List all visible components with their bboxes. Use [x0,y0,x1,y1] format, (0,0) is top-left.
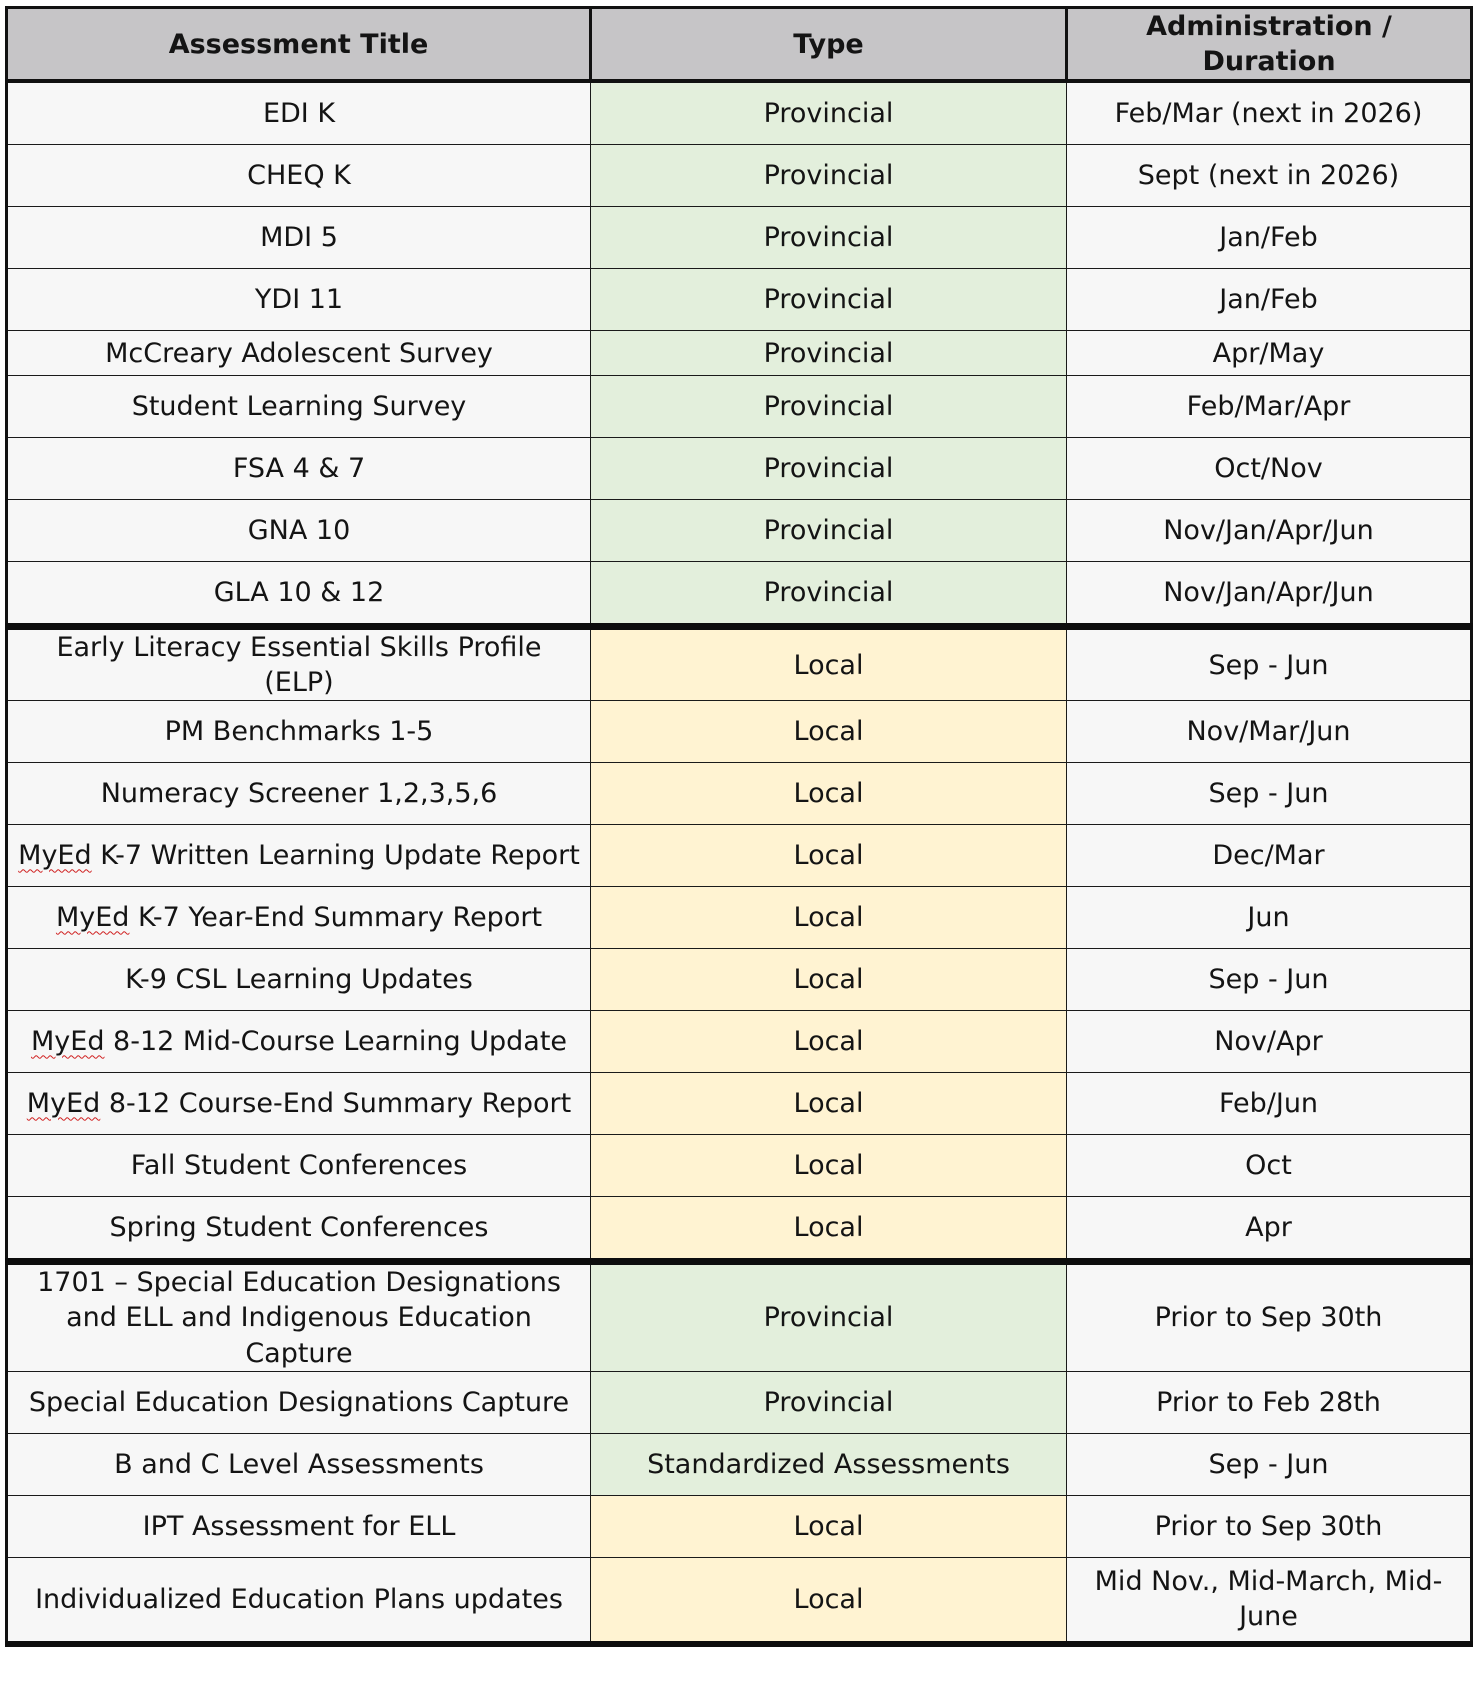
cell-type: Local [591,887,1067,949]
cell-assessment-title [7,145,591,207]
cell-type: Local [591,1135,1067,1197]
table-row [7,949,1472,1011]
assessment-title-text: Numeracy Screener 1,2,3,5,6 [100,778,498,810]
assessment-title-text: Special Education Designations Capture [28,1386,570,1418]
table-row [7,145,1472,207]
table-row [7,1197,1472,1262]
cell-assessment-title [7,331,591,376]
cell-type: Provincial [591,1262,1067,1371]
cell-assessment-title [7,500,591,562]
table-row [7,763,1472,825]
cell-administration-duration: Feb/Mar/Apr [1067,376,1472,438]
table-row [7,376,1472,438]
cell-assessment-title [7,1262,591,1371]
cell-type: Provincial [591,562,1067,627]
spellcheck-word: MyEd [55,902,130,934]
cell-assessment-title [7,825,591,887]
table-row [7,81,1472,145]
cell-assessment-title [7,81,591,145]
cell-type: Local [591,1495,1067,1557]
assessment-title-text: GNA 10 [247,515,351,547]
assessment-title-text: GLA 10 & 12 [213,577,385,609]
cell-assessment-title [7,562,591,627]
cell-administration-duration: Apr [1067,1197,1472,1262]
cell-administration-duration: Mid Nov., Mid-March, Mid-June [1067,1557,1472,1644]
assessment-title-text: MDI 5 [260,222,338,254]
cell-type: Local [591,1557,1067,1644]
cell-assessment-title [7,269,591,331]
cell-assessment-title [7,1073,591,1135]
cell-administration-duration: Oct/Nov [1067,438,1472,500]
cell-assessment-title [7,1495,591,1557]
assessment-title-text: K-7 Written Learning Update Report [91,840,580,872]
table-row [7,1557,1472,1644]
cell-assessment-title [7,207,591,269]
cell-administration-duration: Nov/Apr [1067,1011,1472,1073]
assessment-title-text: Fall Student Conferences [130,1150,468,1182]
cell-assessment-title [7,627,591,701]
table-row [7,1135,1472,1197]
cell-type: Local [591,1073,1067,1135]
cell-type: Provincial [591,1371,1067,1433]
header-type: Type [591,8,1067,82]
spellcheck-word: MyEd [30,1026,105,1058]
cell-type: Local [591,627,1067,701]
cell-type: Provincial [591,81,1067,145]
cell-administration-duration: Jan/Feb [1067,269,1472,331]
assessment-title-text: K-9 CSL Learning Updates [125,964,473,996]
cell-administration-duration: Sept (next in 2026) [1067,145,1472,207]
table-row [7,887,1472,949]
cell-assessment-title [7,701,591,763]
assessment-title-text: FSA 4 & 7 [232,453,366,485]
cell-type: Local [591,1197,1067,1262]
table-row [7,1262,1472,1371]
assessment-title-text: B and C Level Assessments [114,1448,484,1480]
cell-type: Provincial [591,376,1067,438]
cell-type: Local [591,763,1067,825]
cell-assessment-title [7,887,591,949]
spellcheck-word: MyEd [26,1088,101,1120]
cell-administration-duration: Jan/Feb [1067,207,1472,269]
cell-type: Local [591,1011,1067,1073]
cell-administration-duration: Nov/Jan/Apr/Jun [1067,500,1472,562]
header-administration-duration: Administration / Duration [1067,8,1472,82]
cell-administration-duration: Sep - Jun [1067,763,1472,825]
cell-administration-duration: Prior to Sep 30th [1067,1495,1472,1557]
cell-assessment-title [7,376,591,438]
cell-administration-duration: Prior to Sep 30th [1067,1262,1472,1371]
assessment-title-text: McCreary Adolescent Survey [105,337,493,369]
cell-type: Local [591,949,1067,1011]
cell-assessment-title [7,763,591,825]
assessment-title-text: Spring Student Conferences [109,1212,489,1244]
cell-administration-duration: Dec/Mar [1067,825,1472,887]
cell-assessment-title [7,1433,591,1495]
cell-assessment-title [7,1135,591,1197]
cell-type: Provincial [591,331,1067,376]
assessment-title-text: 8-12 Course-End Summary Report [100,1088,572,1120]
assessment-title-text: EDI K [262,98,336,130]
table-body [7,81,1472,1643]
assessment-title-text: Early Literacy Essential Skills Profile (ELP) [56,632,551,699]
assessment-title-text: Individualized Education Plans updates [35,1583,563,1615]
table-header-row [7,8,1472,82]
spellcheck-word: MyEd [18,840,92,872]
table-row [7,1011,1472,1073]
table-row [7,825,1472,887]
cell-administration-duration: Nov/Jan/Apr/Jun [1067,562,1472,627]
cell-administration-duration: Feb/Jun [1067,1073,1472,1135]
assessment-title-text: IPT Assessment for ELL [142,1510,456,1542]
cell-administration-duration: Nov/Mar/Jun [1067,701,1472,763]
table-row [7,1433,1472,1495]
cell-assessment-title [7,1557,591,1644]
cell-assessment-title [7,438,591,500]
cell-type: Provincial [591,500,1067,562]
table-row [7,627,1472,701]
table-row [7,1073,1472,1135]
cell-administration-duration: Apr/May [1067,331,1472,376]
cell-type: Provincial [591,438,1067,500]
cell-administration-duration: Sep - Jun [1067,1433,1472,1495]
assessment-title-text: 1701 – Special Education Designations and ELL and Indigenous Education Capture [37,1267,570,1369]
cell-type: Provincial [591,145,1067,207]
table-row [7,438,1472,500]
assessment-title-text: K-7 Year-End Summary Report [129,902,543,934]
cell-type: Standardized Assessments [591,1433,1067,1495]
assessment-title-text: Student Learning Survey [131,391,467,423]
table-row [7,269,1472,331]
assessment-title-text: CHEQ K [247,160,351,192]
assessment-title-text: 8-12 Mid-Course Learning Update [104,1026,568,1058]
assessment-table [5,6,1473,1647]
cell-type: Local [591,701,1067,763]
table-row [7,562,1472,627]
cell-administration-duration: Prior to Feb 28th [1067,1371,1472,1433]
cell-administration-duration: Sep - Jun [1067,949,1472,1011]
assessment-title-text: YDI 11 [254,284,344,316]
cell-assessment-title [7,949,591,1011]
header-assessment-title: Assessment Title [7,8,591,82]
cell-assessment-title [7,1011,591,1073]
cell-administration-duration: Jun [1067,887,1472,949]
table-row [7,500,1472,562]
table-row [7,331,1472,376]
cell-type: Provincial [591,207,1067,269]
table-row [7,207,1472,269]
cell-type: Provincial [591,269,1067,331]
table-row [7,701,1472,763]
cell-assessment-title [7,1371,591,1433]
table-row [7,1495,1472,1557]
cell-type: Local [591,825,1067,887]
cell-administration-duration: Feb/Mar (next in 2026) [1067,81,1472,145]
assessment-table-container [5,6,1470,1647]
cell-assessment-title [7,1197,591,1262]
cell-administration-duration: Oct [1067,1135,1472,1197]
table-row [7,1371,1472,1433]
cell-administration-duration: Sep - Jun [1067,627,1472,701]
assessment-title-text: PM Benchmarks 1-5 [164,716,434,748]
